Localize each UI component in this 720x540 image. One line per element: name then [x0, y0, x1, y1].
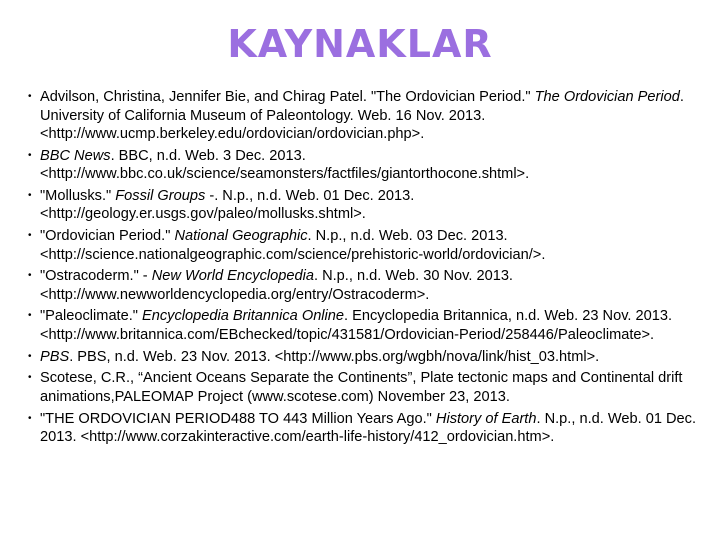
reference-source-title: BBC News: [40, 147, 111, 164]
reference-source-title: The Ordovician Period: [534, 89, 680, 105]
reference-text: "Mollusks.": [40, 187, 116, 204]
bullet-icon: •: [28, 412, 32, 424]
reference-source-title: National Geographic: [174, 228, 308, 245]
list-item: [0, 369, 720, 406]
reference-text: Advilson, Christina, Jennifer Bie, and Chirag Patel. "The Ordovician Period.": [40, 89, 535, 105]
reference-text-rest: . PBS, n.d. Web. 23 Nov. 2013. <http://www.pbs.org/wgbh/nova/link/hist_03.html>.: [69, 348, 600, 365]
bullet-icon: •: [28, 270, 32, 282]
bullet-icon: •: [28, 189, 32, 201]
reference-source-title: History of Earth: [435, 410, 537, 427]
list-item: [0, 410, 720, 447]
reference-source-title: PBS: [40, 348, 70, 365]
slide-title: KAYNAKLAR: [227, 22, 493, 66]
bullet-icon: •: [28, 372, 32, 384]
reference-text: "Paleoclimate.": [40, 308, 143, 325]
list-item: [0, 267, 720, 304]
reference-source-title: Encyclopedia Britannica Online: [142, 308, 345, 325]
reference-text: "Ordovician Period.": [40, 228, 175, 245]
bullet-icon: •: [28, 91, 32, 102]
reference-text-rest: . University of California Museum of Paleontology. Web. 16 Nov. 2013. <http://www.ucmp.berkeley.edu/ordovician/ordovician.php>.: [40, 89, 684, 142]
list-item: [0, 307, 720, 344]
reference-text-rest: . N.p., n.d. Web. 01 Dec. 2013. <http://www.corzakinteractive.com/earth-life-history/412_ordovician.htm>.: [40, 410, 697, 445]
list-item: [0, 88, 720, 144]
reference-text-rest: -. N.p., n.d. Web. 01 Dec. 2013. <http://geology.er.usgs.gov/paleo/mollusks.shtml>.: [40, 187, 415, 223]
reference-text: "Ostracoderm." -: [40, 268, 152, 285]
reference-list: [0, 88, 720, 450]
bullet-icon: •: [28, 350, 32, 362]
bullet-icon: •: [28, 149, 32, 161]
list-item: [0, 227, 720, 264]
reference-text-rest: . Encyclopedia Britannica, n.d. Web. 23 Nov. 2013. <http://www.britannica.com/EBchecked/topic/431581/Ordovician-Period/258446/Paleoclimate>.: [40, 308, 673, 343]
reference-text-rest: . N.p., n.d. Web. 03 Dec. 2013. <http://science.nationalgeographic.com/science/prehistoric-world/ordovician/>.: [40, 228, 546, 263]
list-item: [0, 147, 720, 184]
list-item: [0, 187, 720, 224]
reference-source-title: New World Encyclopedia: [151, 268, 314, 285]
bullet-icon: •: [28, 230, 32, 242]
reference-text: Scotese, C.R., “Ancient Oceans Separate the Continents”, Plate tectonic maps and Continental drift animations,PALEOMAP Project (www.scotese.com) November 23, 2013.: [40, 370, 683, 405]
list-item: [0, 348, 720, 367]
reference-text-rest: . N.p., n.d. Web. 30 Nov. 2013. <http://www.newworldencyclopedia.org/entry/Ostracoderm>.: [40, 268, 513, 303]
reference-text: "THE ORDOVICIAN PERIOD488 TO 443 Million Years Ago.": [40, 410, 436, 427]
reference-text-rest: . BBC, n.d. Web. 3 Dec. 2013. <http://www.bbc.co.uk/science/seamonsters/factfiles/giantorthocone.shtml>.: [40, 147, 530, 183]
reference-source-title: Fossil Groups: [115, 187, 206, 204]
bullet-icon: •: [28, 310, 32, 322]
